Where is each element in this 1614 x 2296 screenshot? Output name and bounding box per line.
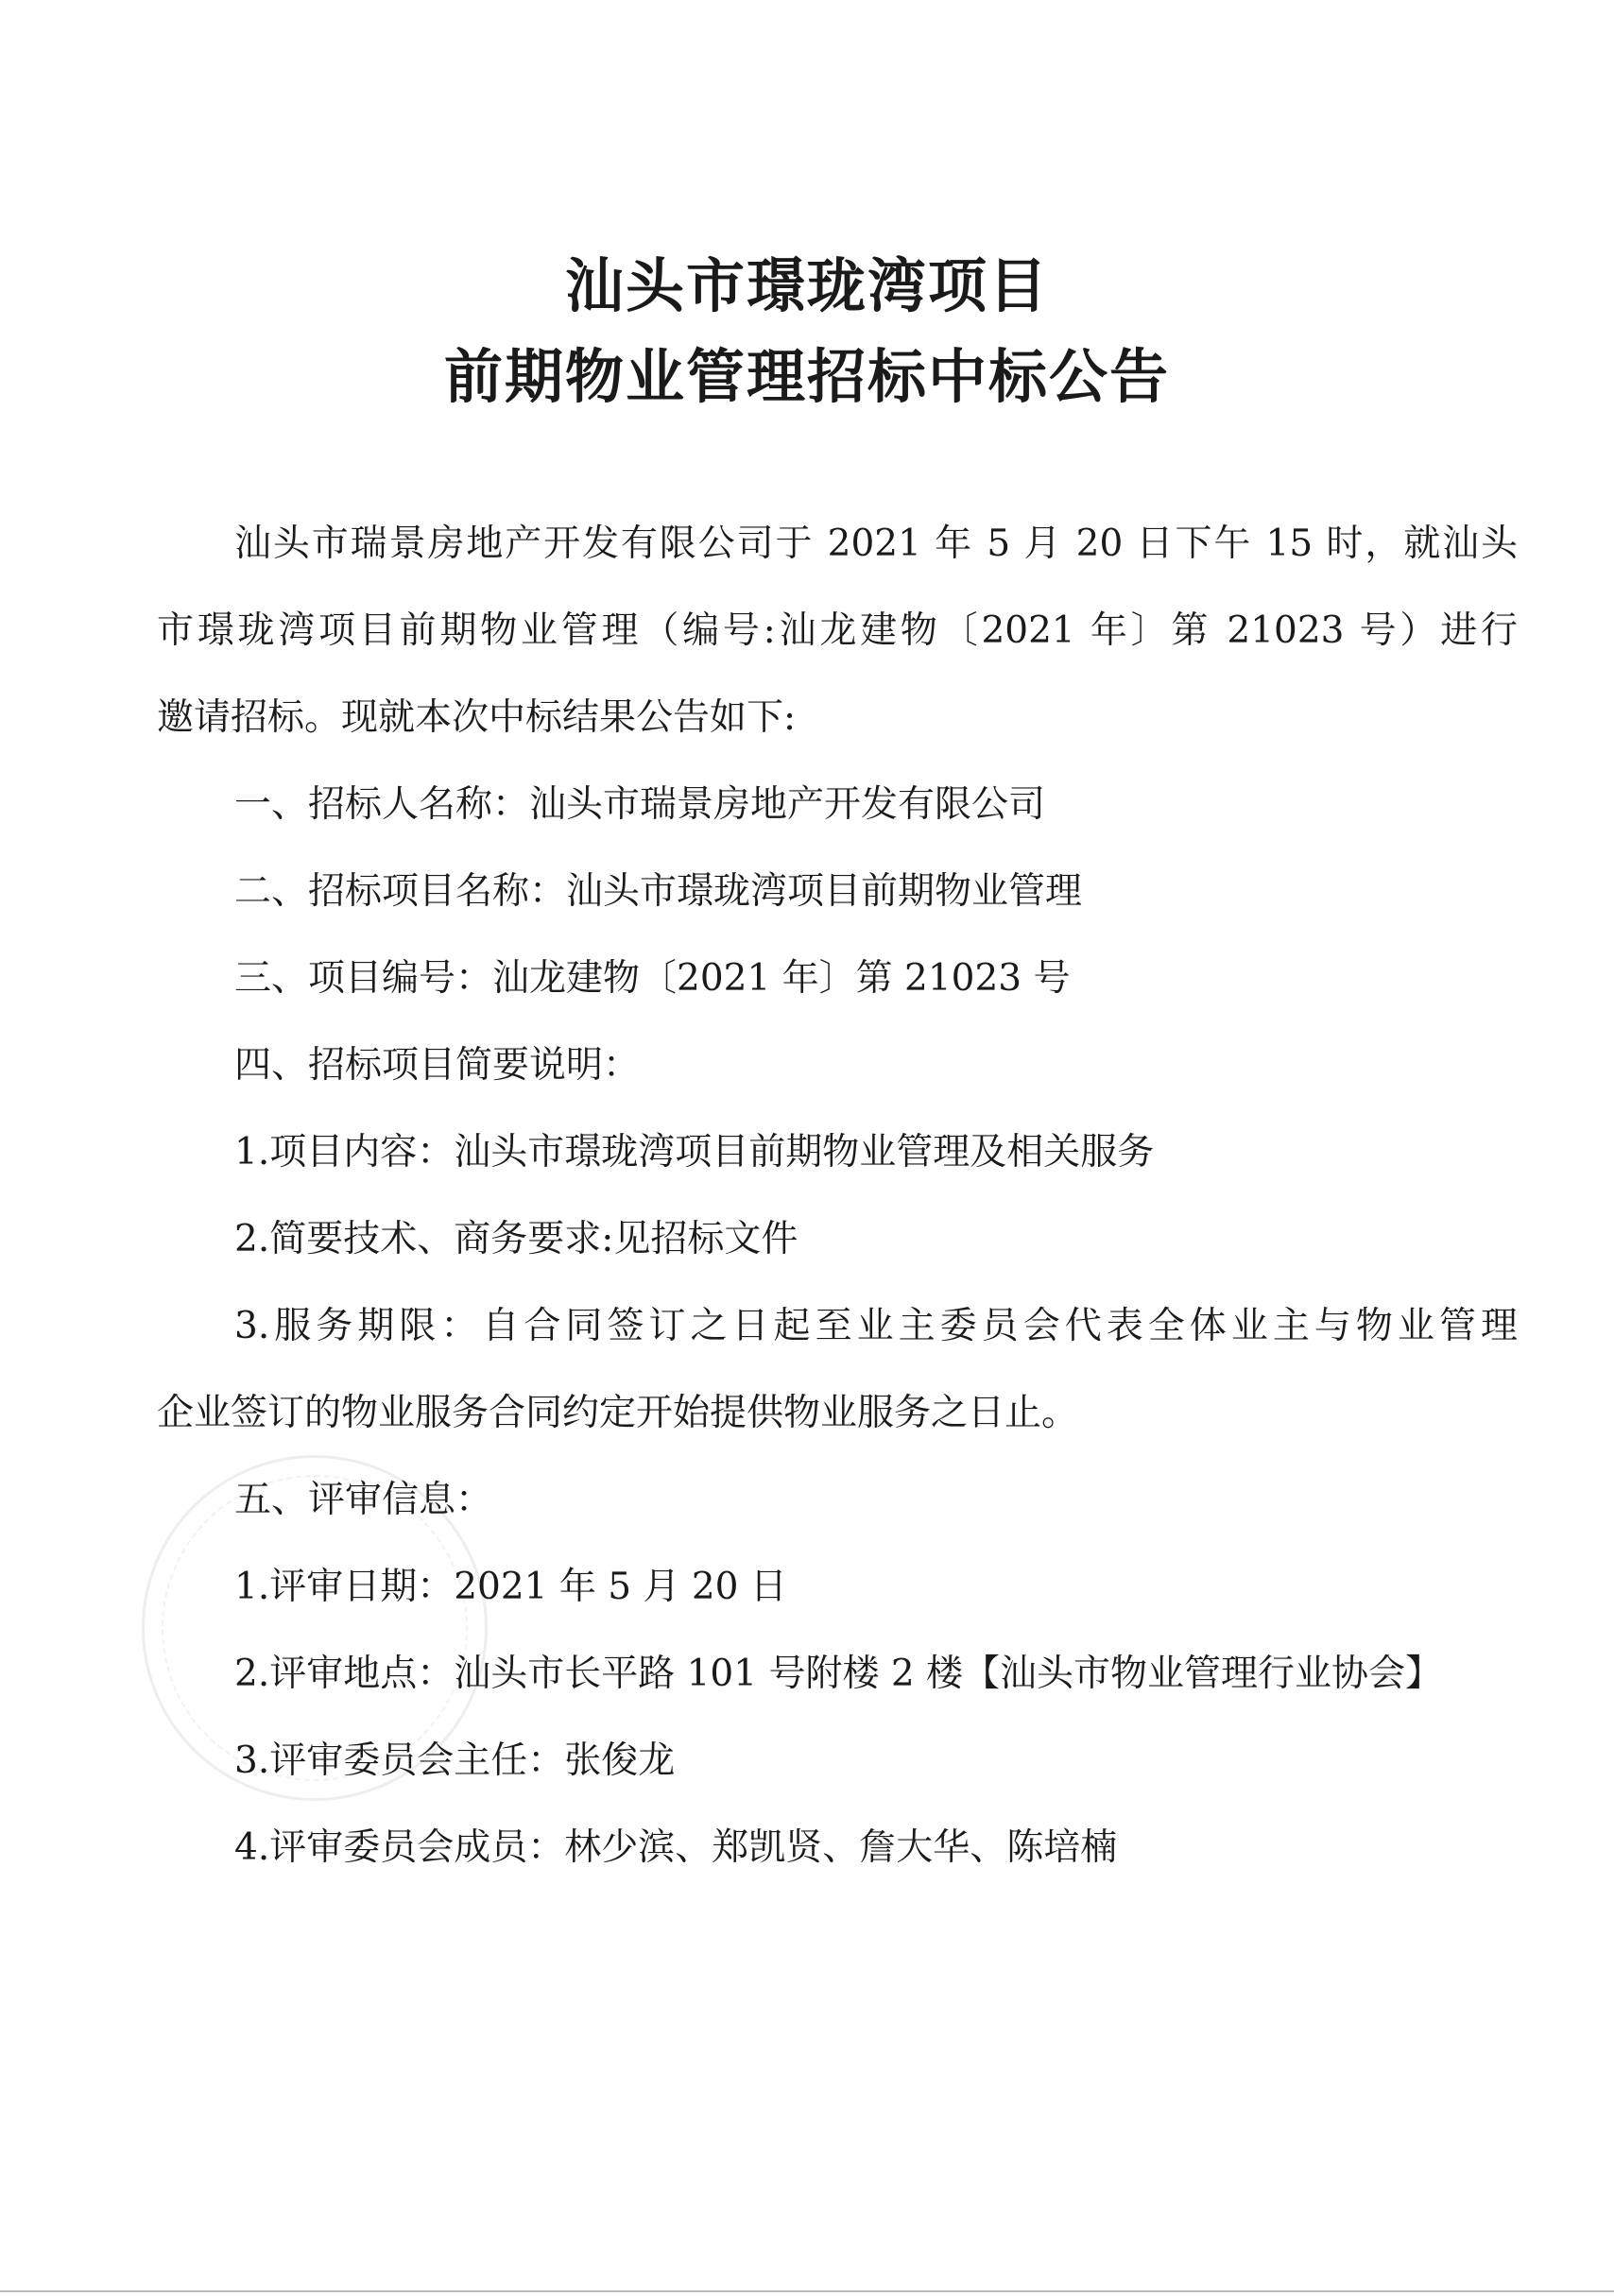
section-5-item-1: 1.评审日期：2021 年 5 月 20 日 [234, 1566, 787, 1608]
section-5-heading: 五、评审信息： [234, 1479, 493, 1521]
section-4-item-2: 2.简要技术、商务要求:见招标文件 [234, 1218, 798, 1260]
document-title-line-1: 汕头市璟珑湾项目 [564, 251, 1049, 320]
section-4-item-3-line-1: 3.服务期限：自合同签订之日起至业主委员会代表全体业主与物业管理 [234, 1305, 1518, 1347]
intro-line-1: 汕头市瑞景房地产开发有限公司于 2021 年 5 月 20 日下午 15 时，就汕头 [234, 523, 1518, 565]
section-4-item-3-line-2: 企业签订的物业服务合同约定开始提供物业服务之日止。 [157, 1392, 1079, 1434]
document-title-line-2: 前期物业管理招标中标公告 [443, 342, 1170, 411]
section-3-project-number: 三、项目编号：汕龙建物〔2021 年〕第 21023 号 [234, 957, 1071, 1000]
intro-line-3: 邀请招标。现就本次中标结果公告如下: [157, 696, 797, 739]
section-2-project-name: 二、招标项目名称：汕头市璟珑湾项目前期物业管理 [234, 870, 1083, 913]
section-5-item-2: 2.评审地点：汕头市长平路 101 号附楼 2 楼【汕头市物业管理行业协会】 [234, 1653, 1443, 1695]
section-1-tenderer: 一、招标人名称：汕头市瑞景房地产开发有限公司 [234, 783, 1046, 826]
section-4-item-1: 1.项目内容：汕头市璟珑湾项目前期物业管理及相关服务 [234, 1131, 1155, 1174]
section-4-heading: 四、招标项目简要说明： [234, 1044, 641, 1087]
page-bottom-edge [0, 2290, 1614, 2292]
intro-line-2: 市璟珑湾项目前期物业管理（编号:汕龙建物〔2021 年〕第 21023 号）进行 [157, 609, 1518, 652]
section-5-item-4: 4.评审委员会成员：林少滨、郑凯贤、詹大华、陈培楠 [234, 1826, 1118, 1869]
section-5-item-3: 3.评审委员会主任：张俊龙 [234, 1739, 676, 1782]
